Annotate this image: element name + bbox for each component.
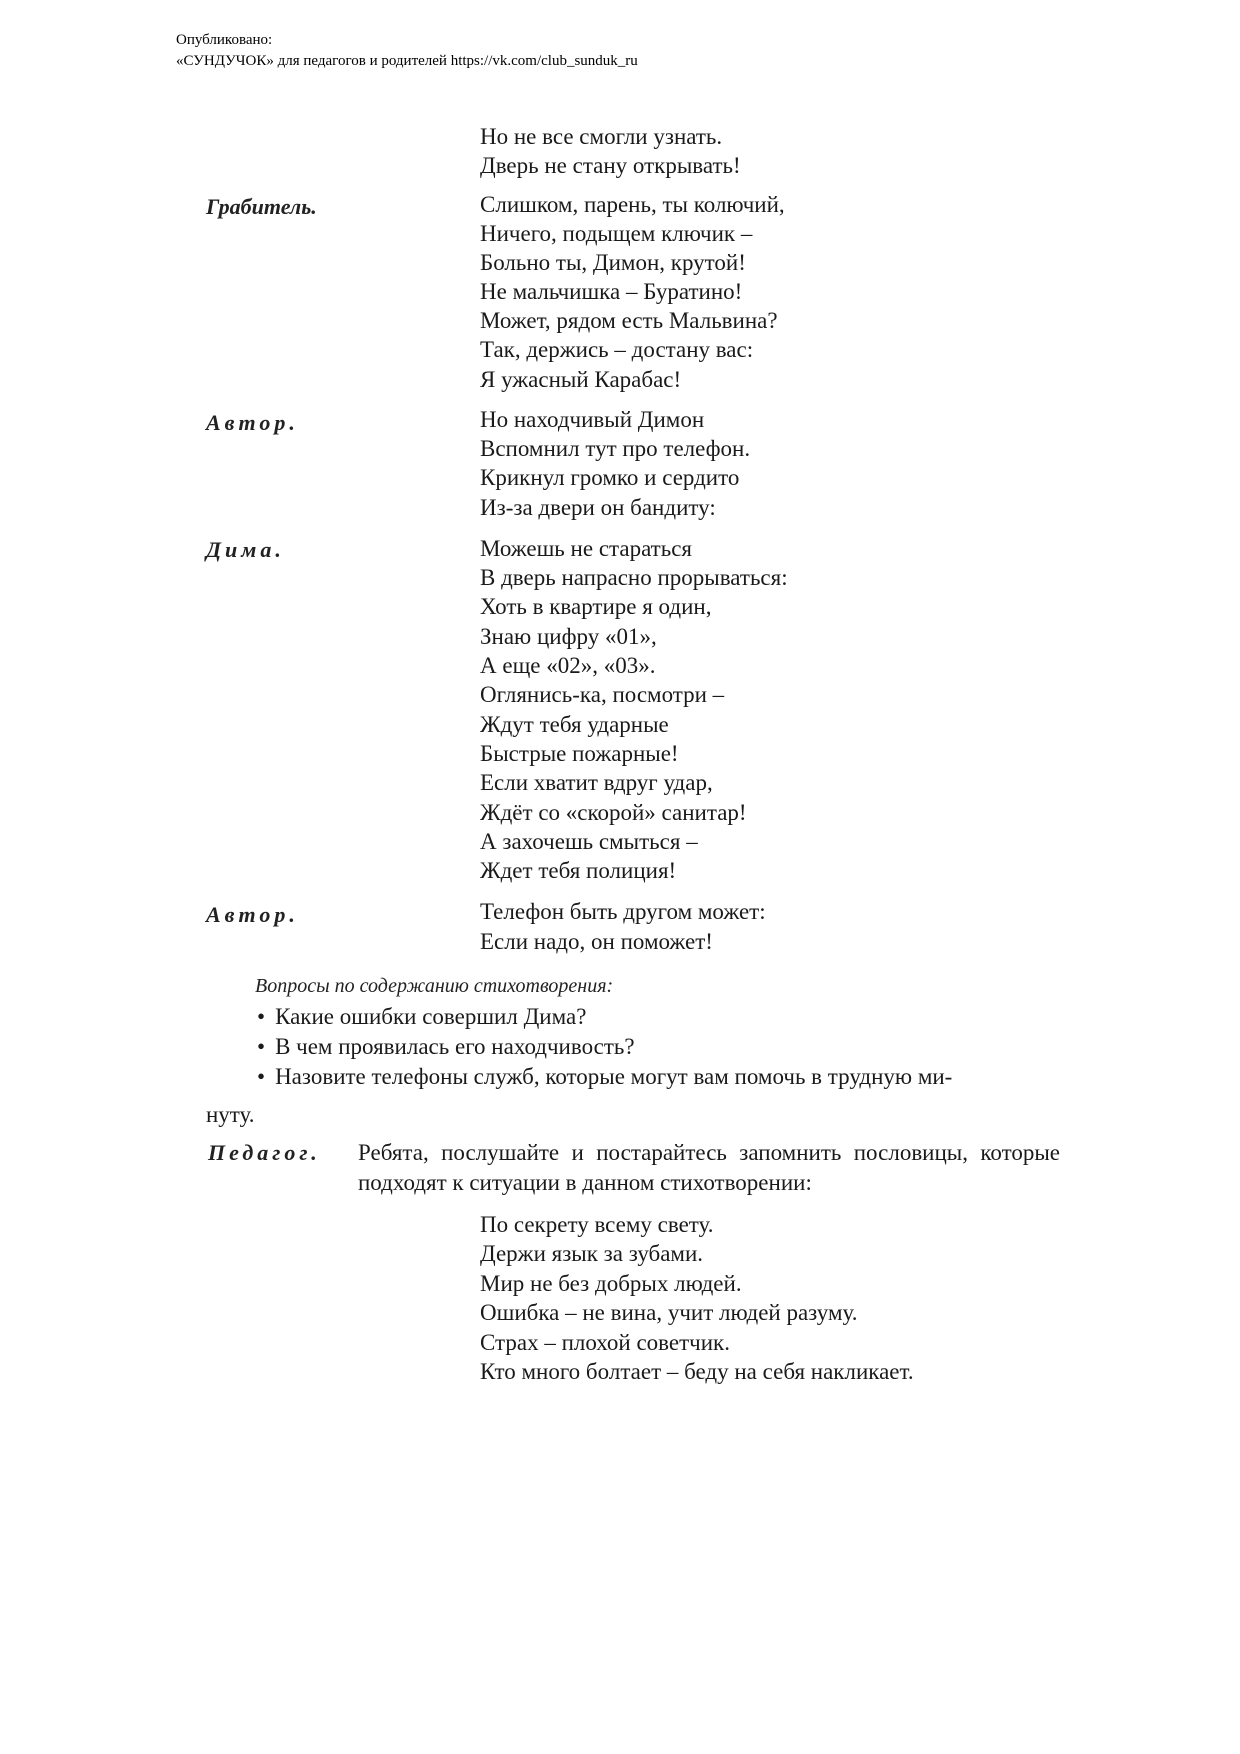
verse-line: Знаю цифру «01», bbox=[480, 624, 657, 649]
verse-line: Но не все смогли узнать. bbox=[480, 124, 723, 149]
question-continuation: нуту. bbox=[206, 1102, 255, 1127]
teacher-label: Педагог. bbox=[208, 1140, 321, 1165]
publication-header bbox=[176, 30, 638, 72]
verse-line: Больно ты, Димон, крутой! bbox=[480, 250, 746, 275]
speaker-label: Автор. bbox=[206, 902, 299, 927]
verse-line: Если надо, он поможет! bbox=[480, 929, 713, 954]
speaker-label: Автор. bbox=[206, 410, 299, 435]
verse-line: Не мальчишка – Буратино! bbox=[480, 279, 743, 304]
verse-line: А еще «02», «03». bbox=[480, 653, 656, 678]
bullet-icon: • bbox=[257, 1064, 266, 1089]
bullet-icon: • bbox=[257, 1004, 266, 1029]
proverb-line: Мир не без добрых людей. bbox=[480, 1271, 742, 1296]
verse-line: Ничего, подыщем ключик – bbox=[480, 221, 753, 246]
question-text: Назовите телефоны служб, которые могут вам помочь в трудную ми- bbox=[275, 1064, 953, 1089]
verse-line: Оглянись-ка, посмотри – bbox=[480, 682, 725, 707]
verse-line: Если хватит вдруг удар, bbox=[480, 770, 713, 795]
header-published-label: Опубликовано: bbox=[176, 32, 273, 48]
speaker-label: Дима. bbox=[206, 537, 285, 562]
verse-line: Можешь не стараться bbox=[480, 536, 693, 561]
bullet-icon: • bbox=[257, 1034, 266, 1059]
verse-line: Из-за двери он бандиту: bbox=[480, 495, 716, 520]
question-item bbox=[257, 1033, 635, 1061]
questions-heading: Вопросы по содержанию стихотворения: bbox=[255, 975, 614, 997]
question-text: Какие ошибки совершил Дима? bbox=[275, 1004, 587, 1029]
verse-line: Но находчивый Димон bbox=[480, 407, 705, 432]
verse-line: Быстрые пожарные! bbox=[480, 741, 679, 766]
header-source-line: «СУНДУЧОК» для педагогов и родителей https://vk.com/club_sunduk_ru bbox=[176, 53, 638, 69]
verse-line: Хоть в квартире я один, bbox=[480, 594, 712, 619]
proverb-line: По секрету всему свету. bbox=[480, 1212, 714, 1237]
question-item bbox=[257, 1063, 952, 1091]
verse-line: Ждет тебя полиция! bbox=[480, 858, 677, 883]
verse-line: Я ужасный Карабас! bbox=[480, 367, 682, 392]
verse-line: Вспомнил тут про телефон. bbox=[480, 436, 751, 461]
verse-line: Ждут тебя ударные bbox=[480, 712, 669, 737]
verse-line: Так, держись – достану вас: bbox=[480, 337, 754, 362]
verse-line: Крикнул громко и сердито bbox=[480, 465, 740, 490]
speaker-label: Грабитель. bbox=[206, 194, 317, 219]
question-text: В чем проявилась его находчивость? bbox=[275, 1034, 635, 1059]
verse-line: Телефон быть другом может: bbox=[480, 899, 766, 924]
question-item bbox=[257, 1003, 586, 1031]
verse-line: Дверь не стану открывать! bbox=[480, 153, 741, 178]
proverb-line: Ошибка – не вина, учит людей разуму. bbox=[480, 1300, 858, 1325]
proverb-line: Страх – плохой советчик. bbox=[480, 1330, 730, 1355]
verse-line: А захочешь смыться – bbox=[480, 829, 698, 854]
proverb-line: Кто много болтает – беду на себя накликает. bbox=[480, 1359, 914, 1384]
verse-line: В дверь напрасно прорываться: bbox=[480, 565, 788, 590]
teacher-text: Ребята, послушайте и постарайтесь запомнить пословицы, которые подходят к ситуации в данном стихотворении: bbox=[358, 1140, 1060, 1195]
proverb-line: Держи язык за зубами. bbox=[480, 1241, 704, 1266]
verse-line: Ждёт со «скорой» санитар! bbox=[480, 800, 747, 825]
verse-line: Слишком, парень, ты колючий, bbox=[480, 192, 785, 217]
verse-line: Может, рядом есть Мальвина? bbox=[480, 308, 778, 333]
